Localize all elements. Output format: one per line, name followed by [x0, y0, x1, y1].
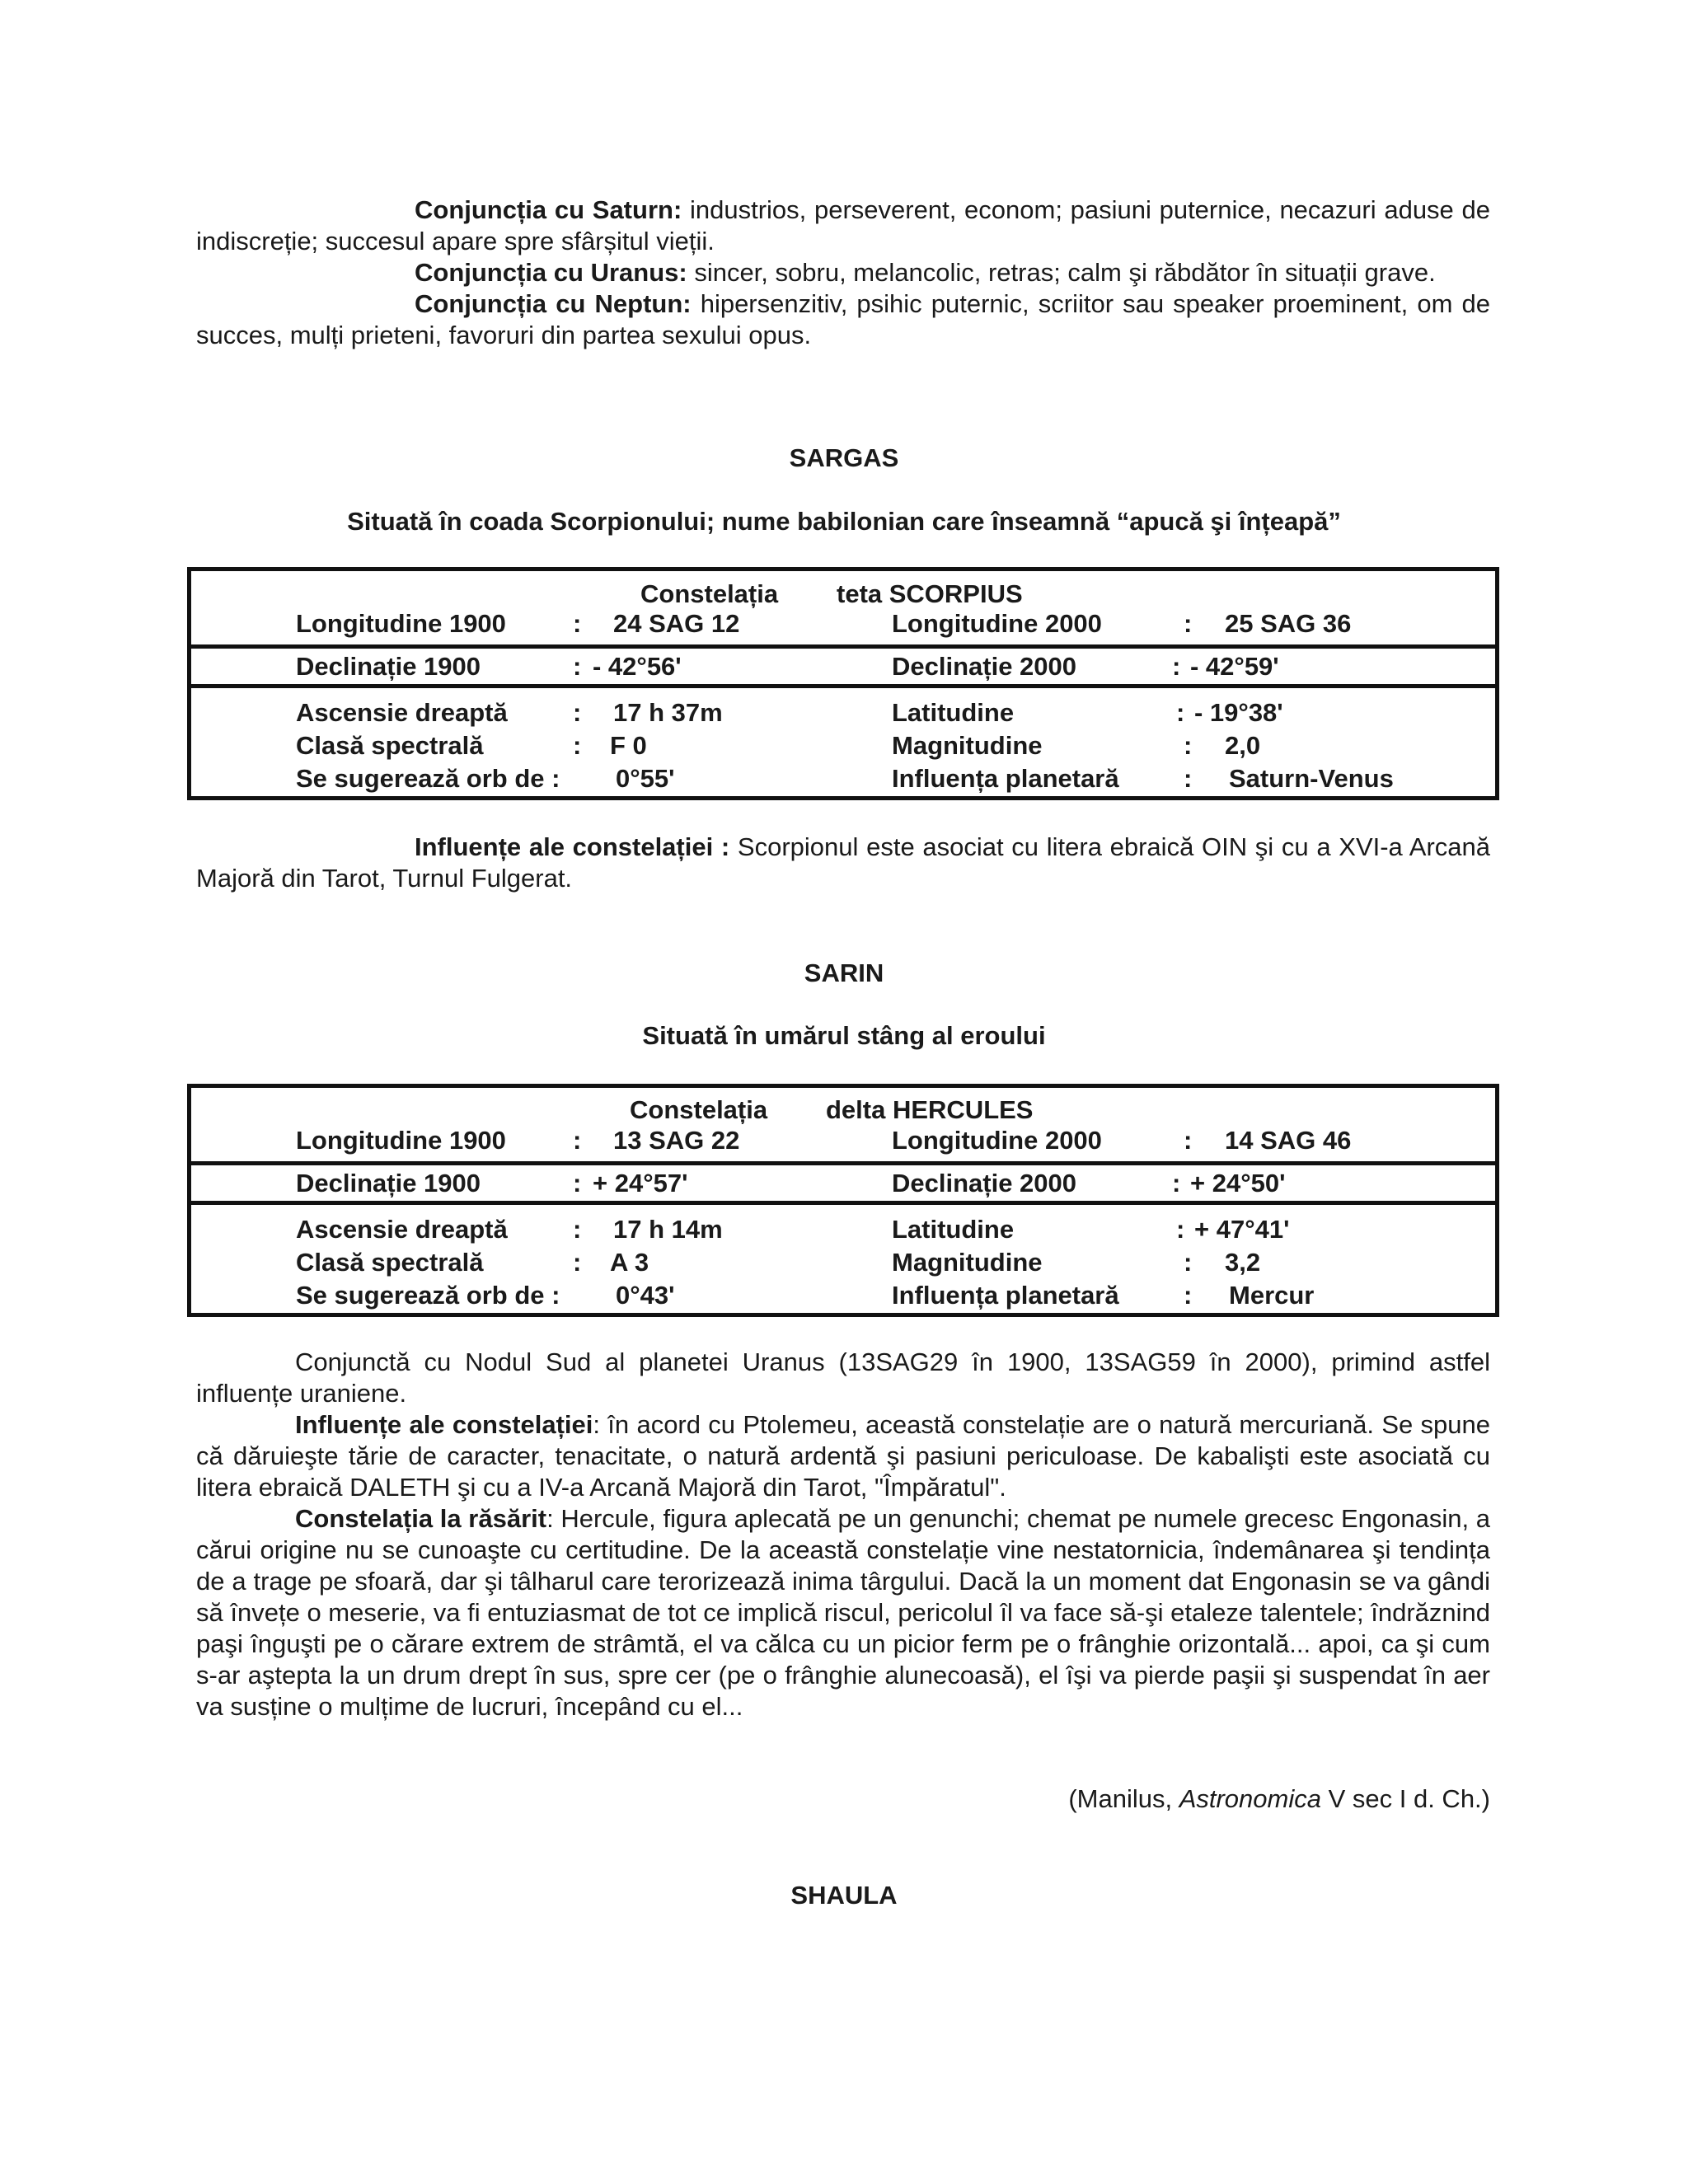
orb-label: Se sugerează orb de : — [296, 1281, 560, 1310]
lat-label: Latitudine — [892, 698, 1015, 727]
sargas-subtitle: Situată în coada Scorpionului; nume babilonian care înseamnă “apucă şi înțeapă” — [347, 507, 1341, 536]
ra-label: Ascensie dreaptă — [296, 698, 508, 727]
lon1900-value: 13 SAG 22 — [613, 1126, 740, 1155]
neptun-label: Conjuncția cu Neptun: — [415, 289, 692, 318]
uranus-paragraph — [196, 257, 1490, 288]
dec1900-label: Declinație 1900 — [296, 652, 481, 681]
constellation-label: Constelația — [630, 1095, 768, 1124]
sarin-rising-label: Constelația la răsărit — [295, 1504, 547, 1533]
saturn-label: Conjuncția cu Saturn: — [415, 195, 682, 224]
mag-label: Magnitudine — [892, 731, 1043, 760]
sarin-influence-paragraph — [196, 1409, 1490, 1503]
uranus-label: Conjuncția cu Uranus: — [415, 258, 687, 287]
constellation-label: Constelația — [640, 579, 779, 608]
neptun-paragraph — [196, 288, 1490, 351]
sargas-influence-label: Influențe ale constelației : — [415, 832, 730, 861]
shaula-title: SHAULA — [790, 1881, 898, 1910]
lon2000-label: Longitudine 2000 — [892, 609, 1102, 638]
lon1900-label: Longitudine 1900 — [296, 1126, 506, 1155]
spec-label: Clasă spectrală — [296, 1248, 484, 1277]
lon2000-value: 14 SAG 46 — [1225, 1126, 1352, 1155]
dec2000-label: Declinație 2000 — [892, 652, 1077, 681]
orb-value: 0°43ʹ — [616, 1281, 675, 1310]
constellation-value: delta HERCULES — [826, 1095, 1034, 1124]
sargas-title: SARGAS — [789, 443, 899, 472]
ra-label: Ascensie dreaptă — [296, 1215, 508, 1244]
saturn-text: industrios, perseverent, econom; pasiuni puternice, necazuri aduse de indiscreție; succesul apare spre sfârșitul vieții. — [196, 195, 1490, 255]
dec2000-value: - 42°59ʹ — [1190, 652, 1279, 681]
neptun-text: hipersenzitiv, psihic puternic, scriitor sau speaker proeminent, om de succes, mulți prieteni, favoruri din partea sexului opus. — [196, 289, 1490, 349]
sargas-influence-paragraph — [196, 832, 1490, 894]
lat-value: + 47°41ʹ — [1194, 1215, 1290, 1244]
lon2000-label: Longitudine 2000 — [892, 1126, 1102, 1155]
lon1900-label: Longitudine 1900 — [296, 609, 506, 638]
ra-value: 17 h 14m — [613, 1215, 723, 1244]
lat-value: - 19°38ʹ — [1194, 698, 1283, 727]
sarin-influence-label: Influențe ale constelației — [295, 1410, 593, 1439]
mag-label: Magnitudine — [892, 1248, 1043, 1277]
sarin-body — [196, 1347, 1490, 1722]
planetary-influence-value: Mercur — [1229, 1281, 1315, 1310]
mag-value: 3,2 — [1225, 1248, 1261, 1277]
sargas-data-table: Constelația teta SCORPIUS Longitudine 1900 : 24 SAG 12 Longitudine 2000 : 25 SAG 36 Declinație 1900 : - 42°56ʹ Declinație 2000 : - 42°59ʹ Ascensie dreaptă : 17 h 37m Latitudine : - 19°38ʹ Clasă spectrală : F 0 Magnitudine : 2,0 Se sugerează orb de : 0°55ʹ Influența planetară : Saturn-Venus — [187, 567, 1499, 800]
uranus-text: sincer, sobru, melancolic, retras; calm şi răbdător în situații grave. — [687, 258, 1436, 287]
planetary-influence-value: Saturn-Venus — [1229, 764, 1394, 793]
dec1900-value: + 24°57ʹ — [593, 1169, 688, 1197]
sargas-influences — [196, 832, 1490, 894]
ra-value: 17 h 37m — [613, 698, 723, 727]
sarin-rising-paragraph — [196, 1503, 1490, 1722]
planetary-influence-label: Influența planetară — [892, 1281, 1119, 1310]
sarin-subtitle: Situată în umărul stâng al eroului — [642, 1021, 1046, 1050]
attribution-title: Astronomica — [1179, 1784, 1321, 1813]
intro-section — [196, 194, 1490, 351]
saturn-paragraph — [196, 194, 1490, 257]
mag-value: 2,0 — [1225, 731, 1261, 760]
spec-label: Clasă spectrală — [296, 731, 484, 760]
orb-value: 0°55ʹ — [616, 764, 675, 793]
attribution: (Manilus, Astronomica V sec I d. Ch.) — [1068, 1784, 1490, 1813]
sarin-title: SARIN — [804, 958, 884, 987]
lon2000-value: 25 SAG 36 — [1225, 609, 1352, 638]
spec-value: A 3 — [610, 1248, 649, 1277]
lat-label: Latitudine — [892, 1215, 1015, 1244]
sarin-influence-text: : în acord cu Ptolemeu, această constelație are o natură mercuriană. Se spune că dăruieşte tărie de caracter, tenacitate, o natură ardentă şi pasiuni periculoase. De kabalişti este asociată cu litera ebraică DALETH şi cu a IV-a Arcană Majoră din Tarot, "Împăratul". — [196, 1410, 1490, 1502]
sarin-rising-text: : Hercule, figura aplecată pe un genunchi; chemat pe numele grecesc Engonasin, a cărui origine nu se cunoaşte cu certitudine. De la această constelație vine nestatornicia, îndemânarea şi tendința de a trage pe sfoară, dar şi tâlharul care terorizează inima târgului. Dacă la un moment dat Engonasin se va gândi să învețe o meserie, va fi entuziasmat de tot ce implică riscul, pericolul îl va face să-şi etaleze talentele; îndrăznind paşi înguşti pe o cărare extrem de strâmtă, el va călca cu un picior ferm pe o frânghie orizontală... apoi, ca şi cum s-ar aştepta la un drum drept în sus, spre cer (pe o frânghie alunecoasă), el îşi va pierde paşii şi suspendat în aer va susține o mulțime de lucruri, începând cu el... — [196, 1504, 1490, 1721]
constellation-value: teta SCORPIUS — [837, 579, 1023, 608]
dec2000-value: + 24°50ʹ — [1190, 1169, 1286, 1197]
spec-value: F 0 — [610, 731, 647, 760]
orb-label: Se sugerează orb de : — [296, 764, 560, 793]
dec2000-label: Declinație 2000 — [892, 1169, 1077, 1197]
planetary-influence-label: Influența planetară — [892, 764, 1119, 793]
dec1900-label: Declinație 1900 — [296, 1169, 481, 1197]
sarin-node-paragraph: Conjunctă cu Nodul Sud al planetei Uranus (13SAG29 în 1900, 13SAG59 în 2000), primind astfel influențe uraniene. — [196, 1347, 1490, 1408]
sarin-data-table: Constelația delta HERCULES Longitudine 1900 : 13 SAG 22 Longitudine 2000 : 14 SAG 46 Declinație 1900 : + 24°57ʹ Declinație 2000 : + 24°50ʹ Ascensie dreaptă : 17 h 14m Latitudine : + 47°41ʹ Clasă spectrală : A 3 Magnitudine : 3,2 Se sugerează orb de : 0°43ʹ Influența planetară : Mercur — [187, 1084, 1499, 1317]
lon1900-value: 24 SAG 12 — [613, 609, 740, 638]
dec1900-value: - 42°56ʹ — [593, 652, 682, 681]
sargas-influence-text: Scorpionul este asociat cu litera ebraică OIN şi cu a XVI-a Arcană Majoră din Tarot, Turnul Fulgerat. — [196, 832, 1490, 893]
